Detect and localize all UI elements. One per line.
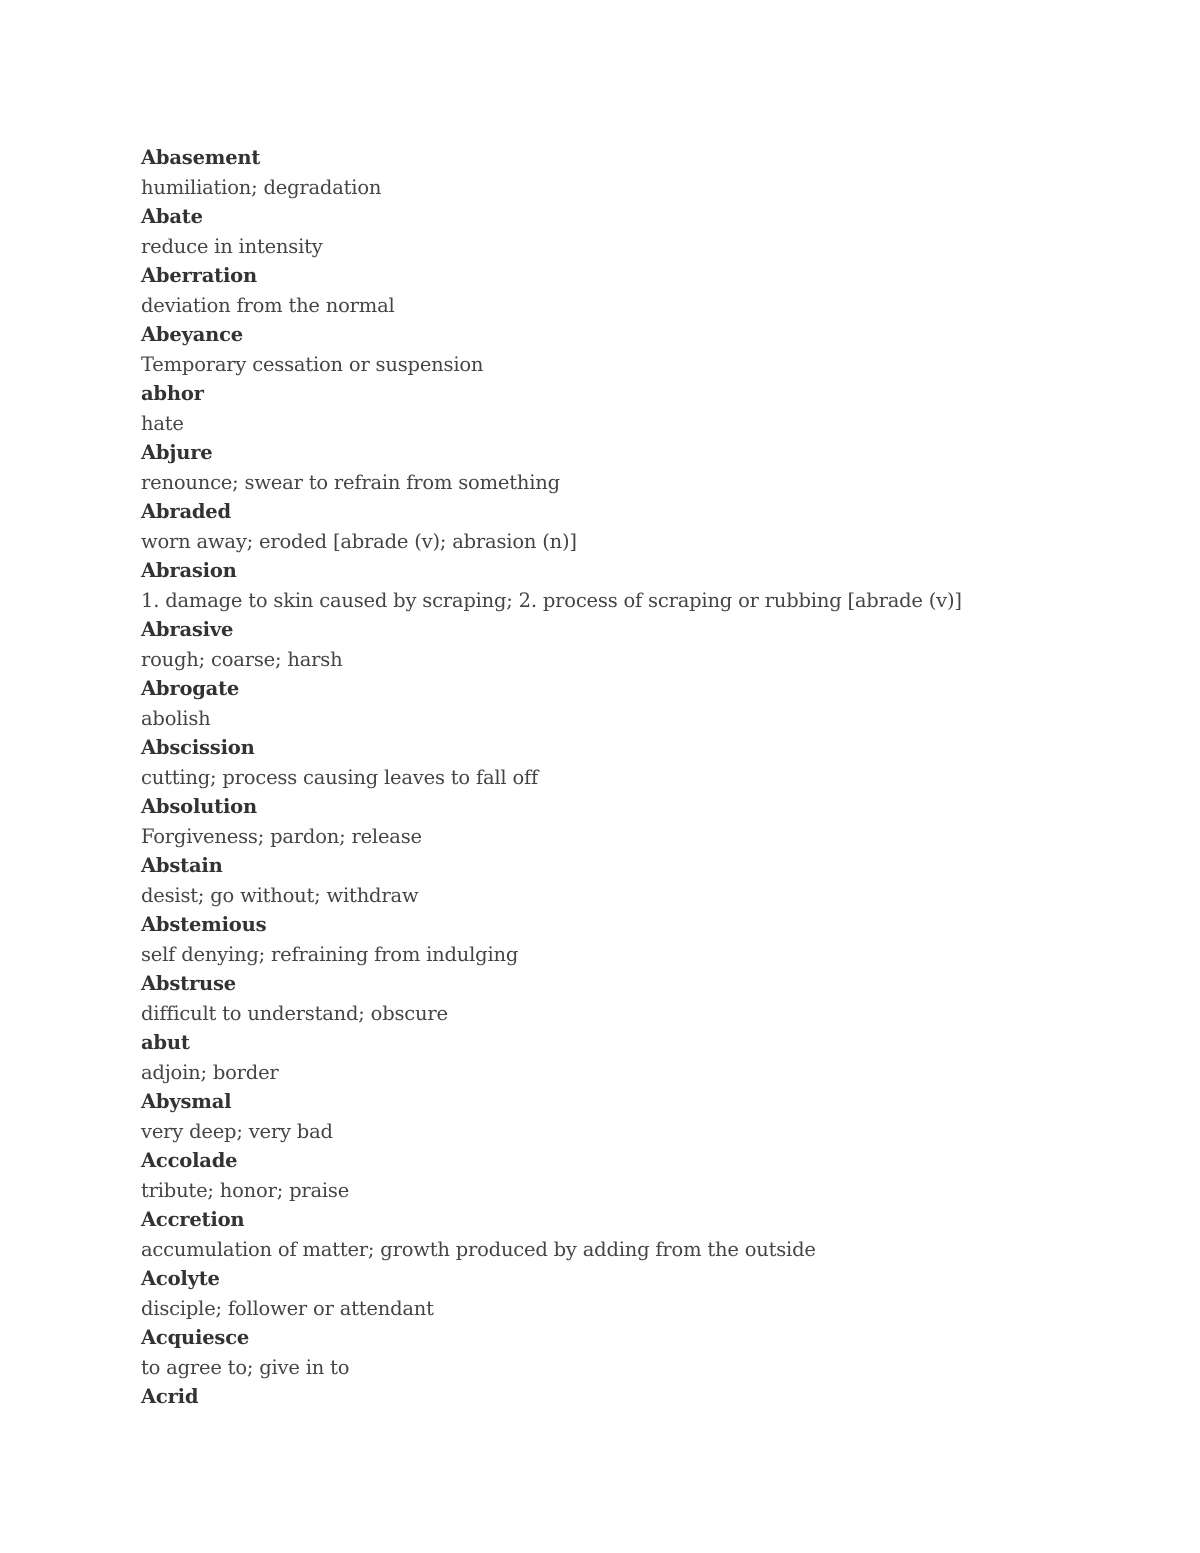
vocab-entry	[141, 1382, 1141, 1412]
vocab-term: Abjure	[141, 441, 213, 464]
vocab-definition: tribute; honor; praise	[141, 1178, 350, 1202]
vocab-term: Abstruse	[141, 972, 236, 995]
vocab-term: Abate	[141, 205, 203, 228]
vocab-entry	[141, 615, 1141, 674]
vocab-definition: desist; go without; withdraw	[141, 883, 419, 907]
vocab-entry	[141, 1146, 1141, 1205]
vocab-entry	[141, 792, 1141, 851]
vocab-definition: to agree to; give in to	[141, 1355, 350, 1379]
vocab-term: Abasement	[141, 146, 261, 169]
vocab-entry	[141, 379, 1141, 438]
vocab-definition: rough; coarse; harsh	[141, 647, 343, 671]
vocab-term: abut	[141, 1031, 190, 1054]
vocab-term: Absolution	[141, 795, 257, 818]
vocab-term: Abeyance	[141, 323, 243, 346]
vocab-term: Abscission	[141, 736, 255, 759]
vocab-entry	[141, 556, 1141, 615]
vocab-term: Abrasion	[141, 559, 237, 582]
vocab-definition: renounce; swear to refrain from something	[141, 470, 560, 494]
vocab-entry	[141, 851, 1141, 910]
vocab-term: abhor	[141, 382, 204, 405]
vocabulary-list	[141, 143, 1141, 1412]
vocab-term: Abrogate	[141, 677, 240, 700]
vocab-entry	[141, 261, 1141, 320]
vocab-entry	[141, 1205, 1141, 1264]
vocab-term: Abraded	[141, 500, 231, 523]
vocab-term: Abrasive	[141, 618, 234, 641]
vocab-definition: deviation from the normal	[141, 293, 395, 317]
vocab-definition: worn away; eroded [abrade (v); abrasion (n)]	[141, 529, 577, 553]
vocab-definition: adjoin; border	[141, 1060, 279, 1084]
vocab-term: Abysmal	[141, 1090, 232, 1113]
vocab-term: Accretion	[141, 1208, 245, 1231]
vocab-entry	[141, 1028, 1141, 1087]
vocab-definition: humiliation; degradation	[141, 175, 382, 199]
vocab-term: Abstemious	[141, 913, 267, 936]
vocab-term: Aberration	[141, 264, 257, 287]
vocab-entry	[141, 1087, 1141, 1146]
vocab-term: Accolade	[141, 1149, 238, 1172]
vocab-definition: disciple; follower or attendant	[141, 1296, 434, 1320]
vocab-term: Acquiesce	[141, 1326, 250, 1349]
vocab-term: Abstain	[141, 854, 223, 877]
vocab-definition: Forgiveness; pardon; release	[141, 824, 422, 848]
vocab-definition: self denying; refraining from indulging	[141, 942, 519, 966]
vocab-entry	[141, 674, 1141, 733]
vocab-entry	[141, 202, 1141, 261]
vocab-entry	[141, 969, 1141, 1028]
vocab-definition: cutting; process causing leaves to fall off	[141, 765, 539, 789]
vocab-definition: accumulation of matter; growth produced by adding from the outside	[141, 1237, 816, 1261]
vocab-term: Acrid	[141, 1385, 199, 1408]
vocab-entry	[141, 438, 1141, 497]
vocab-definition: Temporary cessation or suspension	[141, 352, 484, 376]
vocab-definition: reduce in intensity	[141, 234, 323, 258]
vocab-definition: very deep; very bad	[141, 1119, 333, 1143]
vocab-entry	[141, 320, 1141, 379]
vocab-entry	[141, 143, 1141, 202]
vocab-definition: 1. damage to skin caused by scraping; 2. process of scraping or rubbing [abrade (v)]	[141, 588, 962, 612]
vocab-entry	[141, 497, 1141, 556]
vocab-entry	[141, 733, 1141, 792]
vocab-entry	[141, 910, 1141, 969]
vocab-entry	[141, 1323, 1141, 1382]
vocab-definition: difficult to understand; obscure	[141, 1001, 448, 1025]
vocab-term: Acolyte	[141, 1267, 220, 1290]
vocab-entry	[141, 1264, 1141, 1323]
vocab-definition: abolish	[141, 706, 211, 730]
vocab-definition: hate	[141, 411, 184, 435]
